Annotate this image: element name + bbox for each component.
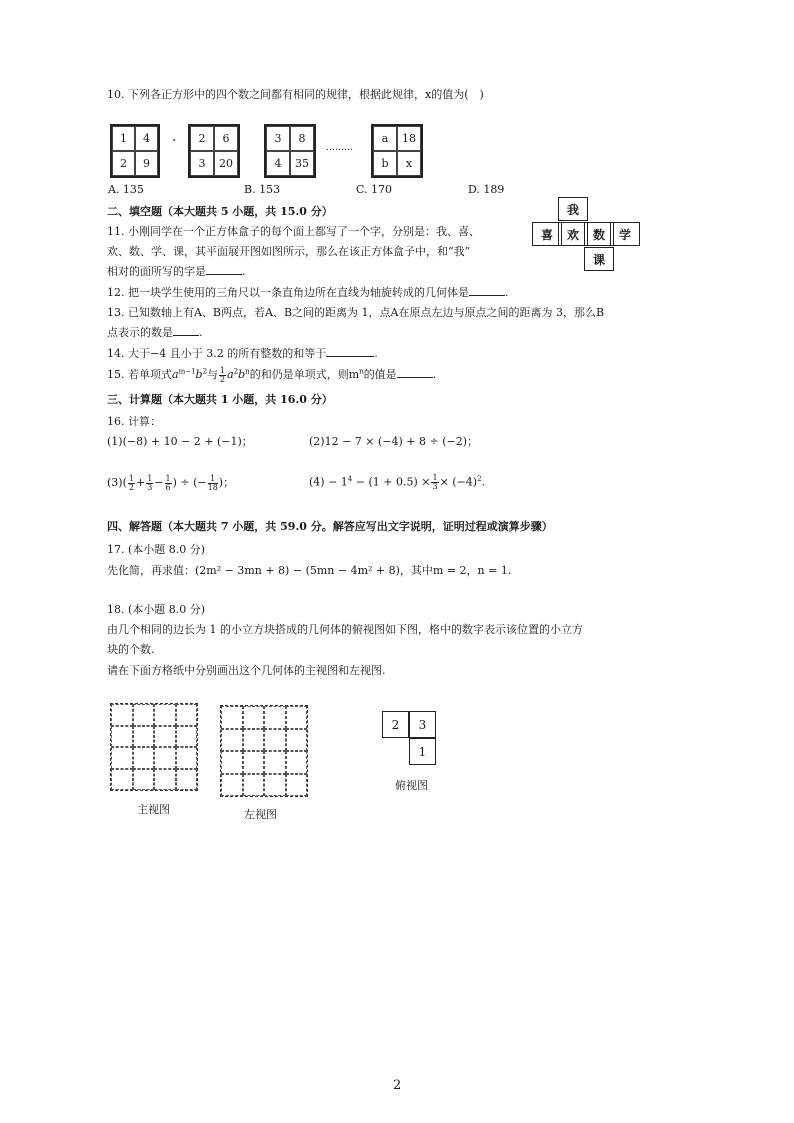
q15-post: 的和仍是单项式，则m xyxy=(249,368,360,381)
denominator: 6 xyxy=(165,482,171,492)
q13-end: . xyxy=(199,326,203,339)
q11-line1: 11. 小刚同学在一个正方体盒子的每个面上都写了一个字，分别是：我、喜、 xyxy=(107,225,480,238)
grid-cell[interactable] xyxy=(286,751,308,774)
q15-fraction xyxy=(219,367,226,384)
numerator: 1 xyxy=(208,475,218,484)
numerator: 1 xyxy=(220,365,226,375)
denominator: 2 xyxy=(128,482,134,492)
section-title-fill-in: 二、填空题（本大题共 5 小题，共 15.0 分） xyxy=(107,205,333,218)
section-title-calc: 三、计算题（本大题共 1 小题，共 16.0 分） xyxy=(107,393,333,406)
paren: (3)( xyxy=(107,476,127,489)
net-cell: 学 xyxy=(610,222,640,246)
q14-end: . xyxy=(374,347,378,360)
grid-cell[interactable] xyxy=(286,729,308,752)
fraction xyxy=(146,475,153,492)
grid-cell[interactable] xyxy=(133,747,155,769)
dot: . xyxy=(481,475,486,489)
q17-title: 17. (本小题 8.0 分) xyxy=(107,543,206,556)
q15-var: a xyxy=(227,368,234,381)
exp: 4 xyxy=(347,474,353,483)
grid-cell[interactable] xyxy=(286,774,308,797)
numerator: 1 xyxy=(147,473,153,483)
expr: × (−4) xyxy=(439,475,478,489)
grid-cell[interactable] xyxy=(133,704,155,726)
grid-cell[interactable] xyxy=(221,751,243,774)
square-cell: 6 xyxy=(214,126,238,151)
q13-line2 xyxy=(107,324,203,340)
grid-cell[interactable] xyxy=(243,706,265,729)
q12-text: 12. 把一块学生使用的三角尺以一条直角边所在直线为轴旋转成的几何体是 xyxy=(107,286,469,299)
net-cell: 欢 xyxy=(558,222,588,246)
caption-top-view: 俯视图 xyxy=(395,779,428,792)
q10-square-2 xyxy=(188,124,240,178)
q18-title: 18. (本小题 8.0 分) xyxy=(107,603,206,616)
answer-blank xyxy=(469,284,505,296)
q13-line1: 13. 已知数轴上有A、B两点，若A、B之间的距离为 1，点A在原点左边与原点之间的距离为 3，那么B xyxy=(107,306,605,319)
q18-line1: 由几个相同的边长为 1 的小立方块搭成的几何体的俯视图如下图，格中的数字表示该位置的小立方 xyxy=(107,623,583,636)
left-view-grid[interactable] xyxy=(220,705,308,797)
q15-exp: 2 xyxy=(202,367,208,376)
option-d: D. 189 xyxy=(468,183,505,196)
grid-cell[interactable] xyxy=(264,706,286,729)
grid-cell[interactable] xyxy=(111,704,133,726)
q15-end: . xyxy=(432,368,437,381)
q15-var: a xyxy=(172,368,179,381)
square-cell: 20 xyxy=(214,151,238,176)
answer-blank xyxy=(326,345,374,357)
q11-line3-text: 相对的面所写的字是 xyxy=(107,265,206,278)
q12-end: . xyxy=(505,286,509,299)
grid-cell[interactable] xyxy=(243,729,265,752)
q11-line3 xyxy=(107,263,246,279)
fraction xyxy=(165,475,172,492)
numerator: 1 xyxy=(432,473,438,482)
paren: )； xyxy=(218,476,235,489)
answer-blank xyxy=(173,324,199,336)
q13-line2-text: 点表示的数是 xyxy=(107,326,173,339)
q16-label: 16. 计算： xyxy=(107,415,161,428)
net-cell: 数 xyxy=(584,222,614,246)
q15 xyxy=(107,366,436,384)
q12 xyxy=(107,284,509,300)
q16-part2: (2)12 − 7 × (−4) + 8 ÷ (−2)； xyxy=(309,435,479,448)
q15-exp: n xyxy=(359,367,364,376)
square-cell: 4 xyxy=(135,126,158,151)
square-cell: 1 xyxy=(112,126,135,151)
q17-text: 先化简，再求值：(2m² − 3mn + 8) − (5mn − 4m² + 8)，其中m = 2，n = 1. xyxy=(107,564,512,577)
answer-blank xyxy=(206,263,242,275)
separator-dot: · xyxy=(172,133,177,149)
grid-cell[interactable] xyxy=(154,704,176,726)
q10-square-3 xyxy=(264,124,316,178)
grid-cell[interactable] xyxy=(111,726,133,748)
fraction xyxy=(208,475,218,492)
grid-cell[interactable] xyxy=(286,706,308,729)
ellipsis: ……… xyxy=(326,143,353,153)
square-cell: 3 xyxy=(266,126,290,151)
q15-exp: m−1 xyxy=(178,367,196,376)
q10-square-1 xyxy=(110,124,160,178)
grid-cell[interactable] xyxy=(243,774,265,797)
q15-mid: 与 xyxy=(207,368,219,381)
q18-line3: 请在下面方格纸中分别画出这个几何体的主视图和左视图. xyxy=(107,664,386,677)
grid-cell[interactable] xyxy=(176,747,198,769)
numerator: 1 xyxy=(128,473,134,483)
q16-part4 xyxy=(309,474,485,491)
expr: (4) − 1 xyxy=(309,475,348,489)
square-cell: 9 xyxy=(135,151,158,176)
square-cell: 8 xyxy=(290,126,314,151)
answer-blank xyxy=(397,366,433,378)
grid-cell[interactable] xyxy=(243,751,265,774)
grid-cell[interactable] xyxy=(154,726,176,748)
grid-cell[interactable] xyxy=(221,774,243,797)
option-b: B. 153 xyxy=(244,183,281,196)
square-cell: b xyxy=(373,151,397,176)
q15-var: b xyxy=(195,368,203,381)
grid-cell[interactable] xyxy=(133,726,155,748)
grid-cell[interactable] xyxy=(221,706,243,729)
top-view-cell: 1 xyxy=(409,738,436,765)
q16-part1: (1)(−8) + 10 − 2 + (−1)； xyxy=(107,435,253,448)
grid-cell[interactable] xyxy=(154,769,176,791)
square-cell: 2 xyxy=(190,126,214,151)
q11-line2: 欢、数、学、课，其平面展开图如图所示，那么在该正方体盒子中，和“我” xyxy=(107,245,471,258)
denominator: 3 xyxy=(432,482,438,491)
q18-line2: 块的个数. xyxy=(107,643,155,656)
grid-cell[interactable] xyxy=(176,726,198,748)
exp: 2 xyxy=(477,474,482,483)
grid-cell[interactable] xyxy=(176,769,198,791)
q15-pre: 15. 若单项式 xyxy=(107,368,172,381)
q16-part3: (3)( $\frac{1}{2}$ + $\frac{1}{3}$ − $\frac{1}{6}$ ) ÷ (− $\frac{1}{18}$ )； xyxy=(107,473,235,492)
grid-cell[interactable] xyxy=(176,704,198,726)
top-view-cell: 3 xyxy=(409,711,436,738)
q14-text: 14. 大于−4 且小于 3.2 的所有整数的和等于 xyxy=(107,347,327,360)
net-cell: 喜 xyxy=(532,222,562,246)
grid-cell[interactable] xyxy=(264,729,286,752)
q14 xyxy=(107,345,378,361)
operator: ) ÷ (− xyxy=(172,476,207,489)
q11-line3-end: . xyxy=(242,265,246,278)
grid-cell[interactable] xyxy=(264,751,286,774)
square-cell: a xyxy=(373,126,397,151)
denominator: 2 xyxy=(220,374,226,384)
section-title-solve: 四、解答题（本大题共 7 小题，共 59.0 分。解答应写出文字说明，证明过程或演算步骤） xyxy=(107,520,553,533)
grid-cell[interactable] xyxy=(111,769,133,791)
square-cell: 18 xyxy=(397,126,421,151)
numerator: 1 xyxy=(165,473,171,483)
q10-square-4 xyxy=(371,124,423,178)
q15-exp: n xyxy=(245,367,250,376)
net-cell: 课 xyxy=(584,247,614,271)
caption-left-view: 左视图 xyxy=(244,808,277,821)
q15-exp: 2 xyxy=(233,367,239,376)
grid-cell[interactable] xyxy=(154,747,176,769)
top-view-cell: 2 xyxy=(382,711,409,738)
q15-post2: 的值是 xyxy=(363,368,397,381)
square-cell: 4 xyxy=(266,151,290,176)
option-c: C. 170 xyxy=(356,183,393,196)
fraction xyxy=(128,475,135,492)
denominator: 18 xyxy=(207,482,218,492)
denominator: 3 xyxy=(147,482,153,492)
caption-front-view: 主视图 xyxy=(137,803,170,816)
net-cell: 我 xyxy=(558,197,588,221)
square-cell: 35 xyxy=(290,151,314,176)
square-cell: 2 xyxy=(112,151,135,176)
grid-cell[interactable] xyxy=(221,729,243,752)
option-a: A. 135 xyxy=(108,183,144,196)
grid-cell[interactable] xyxy=(264,774,286,797)
expr: − (1 + 0.5) × xyxy=(352,475,431,489)
grid-cell[interactable] xyxy=(111,747,133,769)
square-cell: 3 xyxy=(190,151,214,176)
grid-cell[interactable] xyxy=(133,769,155,791)
page-number: 2 xyxy=(393,1078,402,1093)
fraction xyxy=(431,474,438,491)
q10-stem: 10. 下列各正方形中的四个数之间都有相同的规律，根据此规律，x的值为( ) xyxy=(107,88,484,101)
q15-var: b xyxy=(238,368,246,381)
front-view-grid[interactable] xyxy=(110,703,198,791)
square-cell: x xyxy=(397,151,421,176)
